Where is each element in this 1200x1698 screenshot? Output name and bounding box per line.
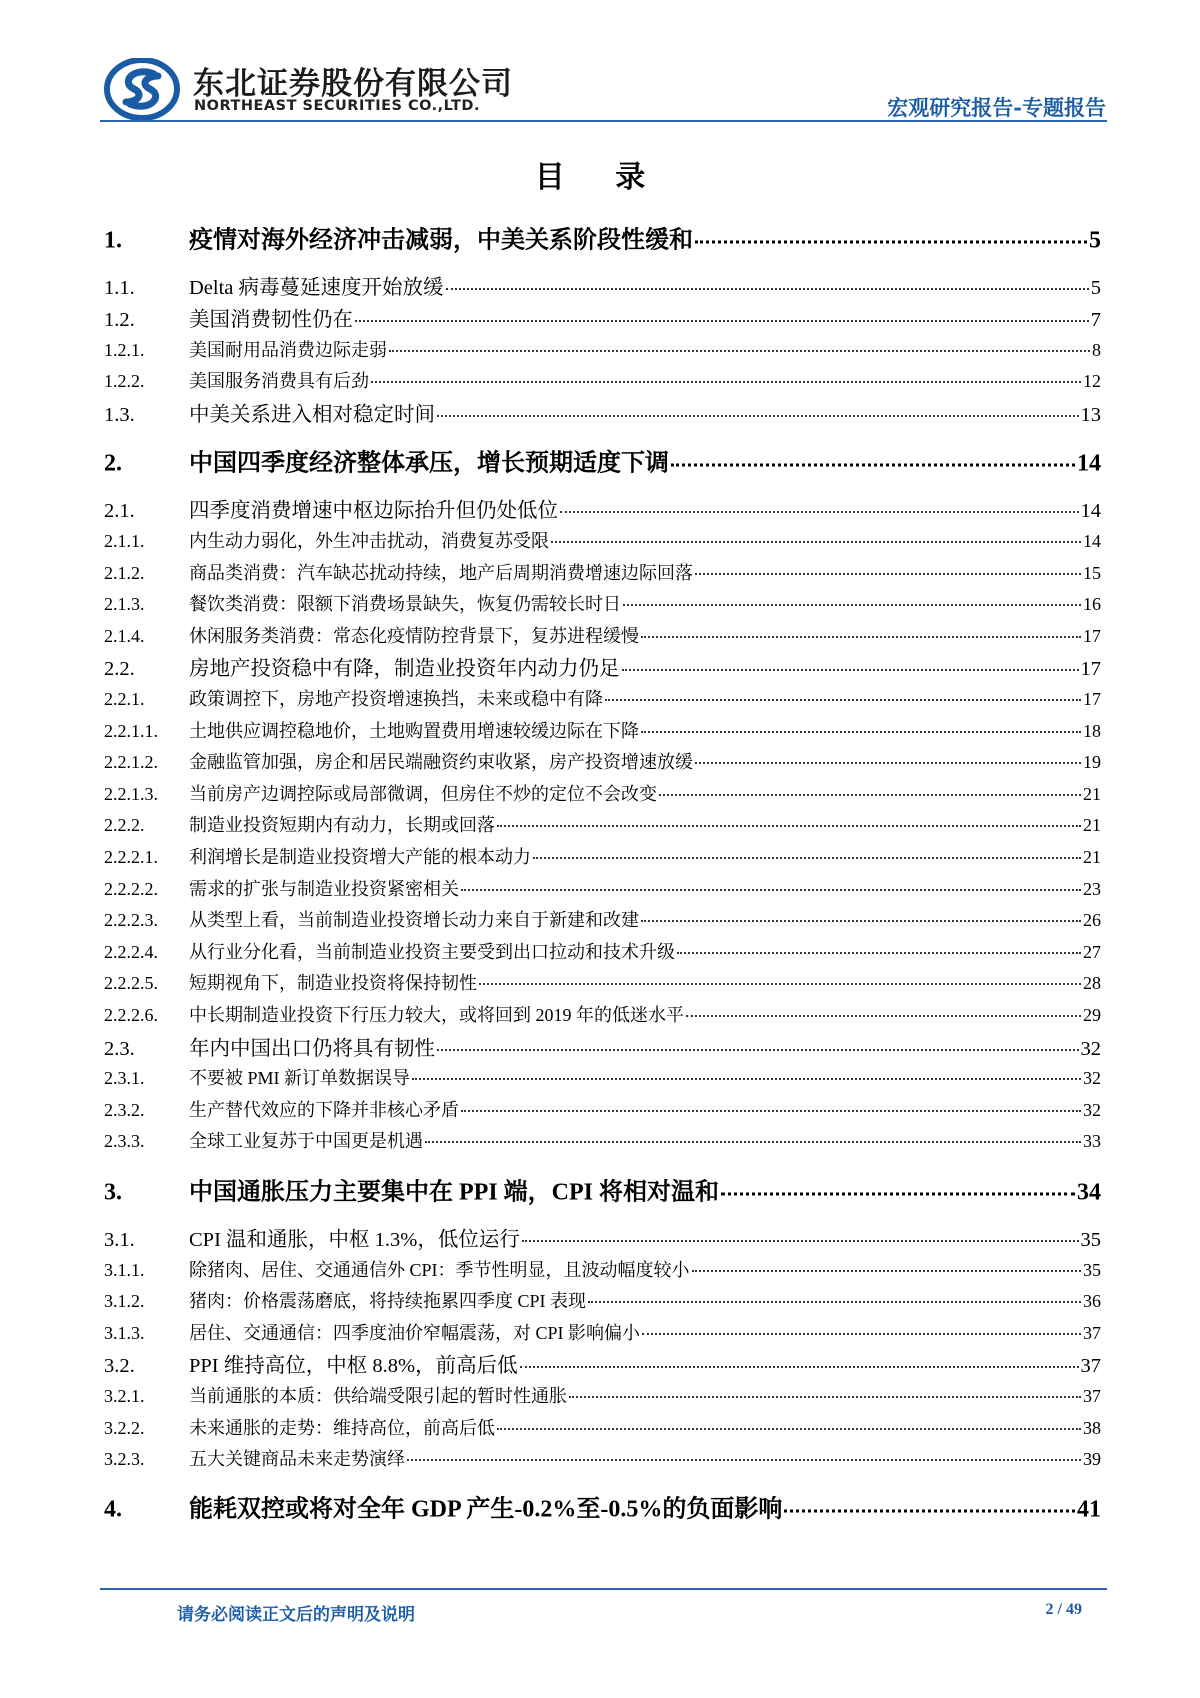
toc-leader-dots [497,825,1081,827]
toc-entry-number: 2.2.1. [104,688,145,709]
toc-entry[interactable] [104,559,1101,585]
toc-entry[interactable] [104,1348,1101,1378]
toc-entry[interactable] [104,1445,1101,1471]
toc-leader-dots [551,541,1081,543]
toc-entry-page: 23 [1083,878,1101,899]
toc-entry-title: 利润增长是制造业投资增大产能的根本动力 [189,846,531,867]
toc-entry-title: 从类型上看，当前制造业投资增长动力来自于新建和改建 [189,910,639,931]
toc-entry-title: 金融监管加强，房企和居民端融资约束收紧，房产投资增速放缓 [189,752,693,773]
toc-entry-number: 2.2.2.1. [104,846,158,867]
page-indicator: 2 / 49 [1045,1601,1082,1618]
toc-entry[interactable] [104,1031,1101,1061]
toc-entry-page: 29 [1083,1004,1101,1025]
toc-entry-number: 2.1.4. [104,625,145,646]
toc-entry[interactable] [104,367,1101,393]
toc-entry[interactable] [104,336,1101,362]
toc-entry-number: 2.1.1. [104,530,145,551]
toc-leader-dots [389,350,1090,352]
toc-entry-title: 四季度消费增速中枢边际抬升但仍处低位 [189,500,558,523]
toc-entry-page: 39 [1083,1449,1101,1470]
toc-entry-title: 当前房产边调控际或局部微调，但房住不炒的定位不会改变 [189,783,657,804]
toc-entry[interactable] [104,651,1101,681]
toc-entry-page: 14 [1080,500,1101,523]
toc-entry-number: 2.2.2.4. [104,941,158,962]
toc-leader-dots [659,794,1081,796]
toc-entry-title: 需求的扩张与制造业投资紧密相关 [189,878,459,899]
toc-leader-dots [605,699,1081,701]
toc-entry-page: 33 [1083,1131,1101,1152]
toc-entry-title: 房地产投资稳中有降，制造业投资年内动力仍足 [189,658,620,681]
toc-entry-page: 35 [1083,1259,1101,1280]
toc-entry-number: 2.1.3. [104,594,145,615]
toc-entry-number: 3.2.3. [104,1449,145,1470]
toc-entry-title: 中国四季度经济整体承压，增长预期适度下调 [189,450,669,477]
toc-entry-title: 土地供应调控稳地价，土地购置费用增速较缓边际在下降 [189,720,639,741]
toc-entry[interactable] [104,270,1101,300]
toc-entry[interactable] [104,906,1101,932]
toc-entry-page: 41 [1077,1496,1101,1523]
company-name-en: NORTHEAST SECURITIES CO.,LTD. [194,98,480,114]
toc-entry[interactable] [104,875,1101,901]
toc-entry-number: 2.2.2.5. [104,973,158,994]
toc-leader-dots [560,511,1079,513]
toc-entry-page: 19 [1083,752,1101,773]
toc-entry-title: 能耗双控或将对全年 GDP 产生-0.2%至-0.5%的负面影响 [189,1496,783,1523]
toc-entry-title: 中国通胀压力主要集中在 PPI 端，CPI 将相对温和 [189,1179,719,1206]
toc-entry-title: CPI 温和通胀，中枢 1.3%，低位运行 [189,1228,520,1251]
toc-entry-page: 17 [1083,688,1101,709]
toc-entry-number: 3. [104,1179,122,1206]
toc-entry-page: 7 [1090,308,1101,331]
toc-entry[interactable] [104,748,1101,774]
toc-entry-title: 短期视角下，制造业投资将保持韧性 [189,973,477,994]
toc-entry-title: 除猪肉、居住、交通通信外 CPI：季节性明显，且波动幅度较小 [189,1259,690,1280]
toc-entry-title: 疫情对海外经济冲击减弱，中美关系阶段性缓和 [189,227,693,254]
toc-leader-dots [371,381,1081,383]
toc-leader-dots [569,1396,1081,1398]
toc-entry-title: 中美关系进入相对稳定时间 [189,403,435,426]
toc-entry[interactable] [104,780,1101,806]
toc-entry[interactable] [104,302,1101,332]
toc-leader-dots [641,731,1081,733]
toc-entry-title: 五大关键商品未来走势演绎 [189,1449,405,1470]
toc-entry-page: 21 [1083,846,1101,867]
toc-entry-title: 政策调控下，房地产投资增速换挡，未来或稳中有降 [189,688,603,709]
toc-title: 目 录 [534,160,666,195]
toc-leader-dots [623,604,1081,606]
toc-leader-dots [641,920,1081,922]
toc-entry[interactable] [104,590,1101,616]
toc-entry[interactable] [104,1127,1101,1153]
toc-entry-page: 28 [1083,973,1101,994]
toc-entry-number: 3.1.1. [104,1259,145,1280]
toc-entry-number: 2.1. [104,500,135,523]
toc-entry-number: 3.1.2. [104,1291,145,1312]
toc-entry-title: 居住、交通通信：四季度油价窄幅震荡，对 CPI 影响偏小 [189,1322,641,1343]
toc-entry-title: 中长期制造业投资下行压力较大，或将回到 2019 年的低迷水平 [189,1004,684,1025]
toc-entry-title: 未来通胀的走势：维持高位，前高后低 [189,1417,495,1438]
toc-entry[interactable] [104,220,1101,255]
toc-entry-number: 2.3.2. [104,1099,145,1120]
toc-entry-page: 37 [1083,1385,1101,1406]
toc-entry-title: 年内中国出口仍将具有韧性 [189,1037,435,1060]
toc-entry[interactable] [104,397,1101,427]
toc-entry-page: 14 [1083,530,1101,551]
toc-entry[interactable] [104,1171,1101,1206]
toc-leader-dots [695,573,1081,575]
toc-leader-dots [695,762,1081,764]
toc-entry[interactable] [104,443,1101,478]
toc-entry-number: 1.2.2. [104,371,145,392]
toc-entry-title: 餐饮类消费：限额下消费场景缺失，恢复仍需较长时日 [189,594,621,615]
toc-entry-page: 8 [1092,339,1101,360]
toc-entry-title: 猪肉：价格震荡磨底，将持续拖累四季度 CPI 表现 [189,1291,587,1312]
company-name-cn: 东北证券股份有限公司 [193,66,513,102]
toc-entry-page: 18 [1083,720,1101,741]
toc-entry-number: 3.2.2. [104,1417,145,1438]
toc-entry[interactable] [104,527,1101,553]
toc-leader-dots [686,1015,1081,1017]
toc-entry[interactable] [104,1489,1101,1524]
toc-entry-page: 32 [1080,1037,1101,1060]
toc-entry[interactable] [104,1287,1101,1313]
toc-entry-page: 38 [1083,1417,1101,1438]
toc-entry-number: 3.2. [104,1355,135,1378]
toc-entry-page: 5 [1090,277,1101,300]
header-divider [100,120,1107,122]
toc-entry-title: 商品类消费：汽车缺芯扰动持续，地产后周期消费增速边际回落 [189,562,693,583]
toc-entry-page: 32 [1083,1068,1101,1089]
toc-entry[interactable] [104,811,1101,837]
toc-entry-title: 当前通胀的本质：供给端受限引起的暂时性通胀 [189,1385,567,1406]
toc-entry-page: 15 [1083,562,1101,583]
toc-leader-dots [522,1240,1079,1242]
toc-leader-dots [461,1110,1081,1112]
toc-entry-page: 17 [1083,625,1101,646]
toc-leader-dots [479,983,1081,985]
toc-entry-page: 37 [1080,1355,1101,1378]
toc-entry-page: 21 [1083,783,1101,804]
toc-entry-title: 休闲服务类消费：常态化疫情防控背景下，复苏进程缓慢 [189,625,639,646]
toc-entry-page: 16 [1083,594,1101,615]
toc-entry-title: 美国消费韧性仍在 [189,308,353,331]
toc-leader-dots [437,1049,1079,1051]
toc-entry-page: 26 [1083,910,1101,931]
toc-leader-dots [721,1192,1075,1195]
toc-entry-page: 12 [1083,371,1101,392]
toc-leader-dots [437,415,1079,417]
toc-entry-page: 37 [1083,1322,1101,1343]
toc-entry-number: 3.1.3. [104,1322,145,1343]
toc-entry-number: 2.2. [104,658,135,681]
toc-entry-page: 17 [1080,658,1101,681]
toc-entry-title: 全球工业复苏于中国更是机遇 [189,1131,423,1152]
toc-entry-number: 4. [104,1496,122,1523]
toc-entry-page: 14 [1077,450,1101,477]
disclaimer-note: 请务必阅读正文后的声明及说明 [177,1605,415,1625]
toc-leader-dots [520,1366,1079,1368]
toc-entry-title: 制造业投资短期内有动力，长期或回落 [189,815,495,836]
toc-entry-title: 生产替代效应的下降并非核心矛盾 [189,1099,459,1120]
toc-entry-title: 内生动力弱化，外生冲击扰动，消费复苏受限 [189,530,549,551]
toc-leader-dots [497,1428,1081,1430]
toc-entry-page: 32 [1083,1099,1101,1120]
toc-entry-number: 2.3.1. [104,1068,145,1089]
toc-entry-number: 2.2.2.6. [104,1004,158,1025]
toc-entry-page: 34 [1077,1179,1101,1206]
toc-leader-dots [588,1301,1081,1303]
toc-leader-dots [692,1270,1081,1272]
toc-entry-number: 2.3. [104,1037,135,1060]
toc-entry[interactable] [104,1064,1101,1090]
toc-entry-title: 美国服务消费具有后劲 [189,371,369,392]
toc-entry-number: 1.3. [104,403,135,426]
toc-entry-title: 不要被 PMI 新订单数据误导 [189,1068,411,1089]
footer-divider [100,1588,1107,1590]
toc-entry-page: 36 [1083,1291,1101,1312]
toc-entry[interactable] [104,717,1101,743]
toc-leader-dots [425,1141,1081,1143]
toc-entry[interactable] [104,1096,1101,1122]
toc-entry-number: 2.1.2. [104,562,145,583]
toc-entry-title: PPI 维持高位，中枢 8.8%，前高后低 [189,1355,518,1378]
toc-leader-dots [677,952,1081,954]
toc-entry[interactable] [104,1001,1101,1027]
toc-entry-page: 27 [1083,941,1101,962]
toc-entry[interactable] [104,1382,1101,1408]
toc-entry-page: 21 [1083,815,1101,836]
toc-entry-number: 2.2.1.1. [104,720,158,741]
toc-entry-number: 2.2.2.3. [104,910,158,931]
toc-leader-dots [641,636,1081,638]
toc-entry[interactable] [104,1414,1101,1440]
toc-leader-dots [642,1333,1081,1335]
report-type: 宏观研究报告-专题报告 [887,95,1106,120]
toc-entry[interactable] [104,493,1101,523]
toc-entry[interactable] [104,1319,1101,1345]
toc-entry-number: 1.2. [104,308,135,331]
toc-leader-dots [695,241,1087,244]
toc-leader-dots [461,889,1081,891]
toc-leader-dots [622,669,1079,671]
toc-entry-number: 2. [104,450,122,477]
toc-entry[interactable] [104,1256,1101,1282]
toc-entry-number: 1. [104,227,122,254]
toc-entry-number: 2.2.1.3. [104,783,158,804]
toc-entry[interactable] [104,969,1101,995]
toc-entry-title: Delta 病毒蔓延速度开始放缓 [189,277,444,300]
toc-entry-number: 2.2.1.2. [104,752,158,773]
toc-entry-title: 从行业分化看，当前制造业投资主要受到出口拉动和技术升级 [189,941,675,962]
toc-leader-dots [412,1078,1081,1080]
toc-leader-dots [446,288,1089,290]
company-logo [104,58,180,120]
toc-entry-number: 2.2.2. [104,815,145,836]
toc-entry[interactable] [104,938,1101,964]
toc-leader-dots [784,1510,1075,1513]
toc-entry-title: 美国耐用品消费边际走弱 [189,339,387,360]
toc-entry-number: 2.2.2.2. [104,878,158,899]
toc-entry-page: 13 [1080,403,1101,426]
toc-entry[interactable] [104,1222,1101,1252]
toc-entry-number: 3.1. [104,1228,135,1251]
toc-entry[interactable] [104,622,1101,648]
toc-leader-dots [533,857,1081,859]
toc-leader-dots [355,320,1089,322]
toc-entry-number: 1.1. [104,277,135,300]
toc-leader-dots [671,464,1075,467]
toc-leader-dots [407,1459,1081,1461]
toc-entry-number: 2.3.3. [104,1131,145,1152]
toc-entry-page: 35 [1080,1228,1101,1251]
toc-entry-number: 1.2.1. [104,339,145,360]
toc-entry[interactable] [104,685,1101,711]
toc-entry-page: 5 [1089,227,1101,254]
toc-entry-number: 3.2.1. [104,1385,145,1406]
toc-entry[interactable] [104,843,1101,869]
